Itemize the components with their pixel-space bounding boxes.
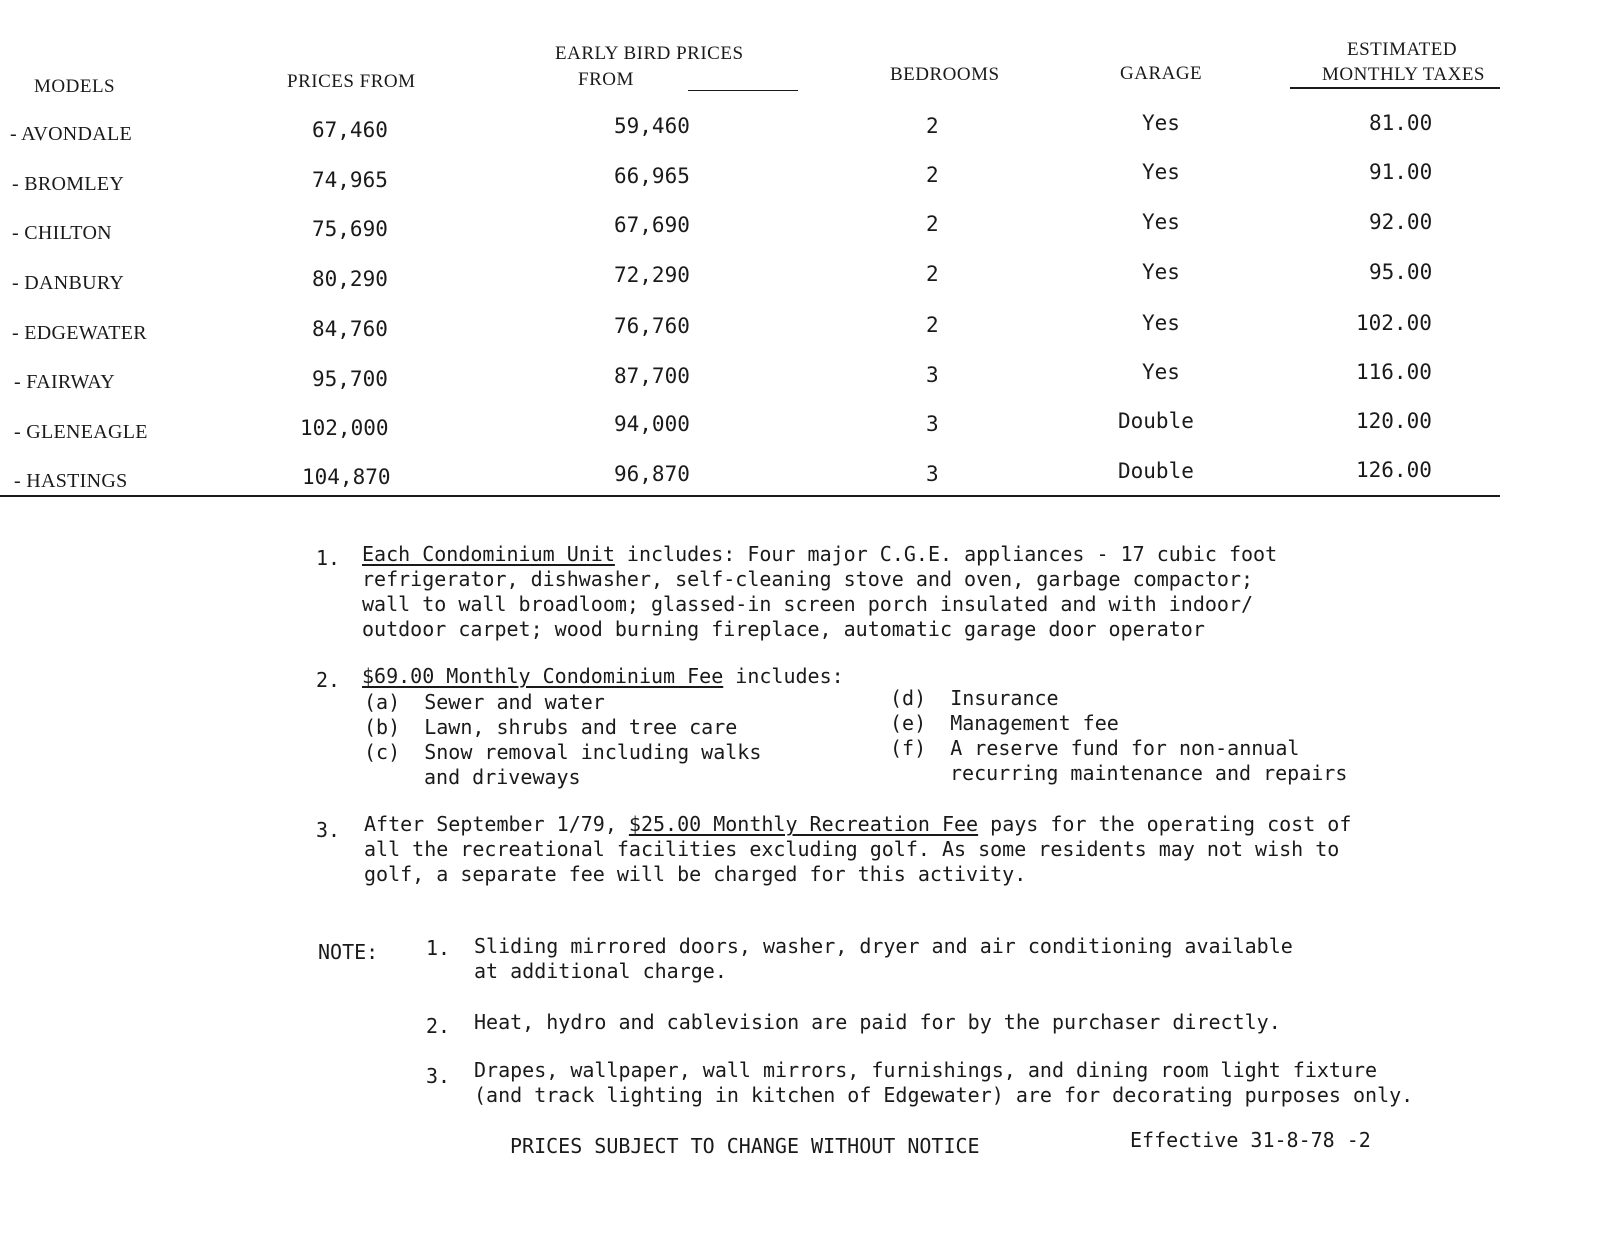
item2-d-label: (d)	[890, 686, 927, 710]
row-price: 95,700	[312, 367, 388, 391]
row-price: 75,690	[312, 217, 388, 241]
item3-line1: pays for the operating cost of	[978, 812, 1352, 836]
row-early-price: 72,290	[614, 263, 690, 287]
item1-line4: outdoor carpet; wood burning fireplace, automatic garage door operator	[362, 617, 1205, 641]
item2-title	[362, 664, 844, 689]
row-bedrooms: 2	[926, 262, 939, 286]
header-early-bird-line2: FROM	[578, 69, 634, 90]
row-taxes: 126.00	[1356, 458, 1432, 482]
item1-block	[362, 542, 1277, 642]
row-taxes: 116.00	[1356, 360, 1432, 384]
row-model: - AVONDALE	[10, 123, 133, 145]
row-bedrooms: 2	[926, 212, 939, 236]
header-rule-right	[1290, 87, 1500, 89]
item2-underlined: $69.00 Monthly Condominium Fee	[362, 664, 724, 688]
row-model: - FAIRWAY	[14, 371, 116, 393]
item2-a-label: (a)	[364, 690, 401, 714]
row-garage: Yes	[1142, 260, 1180, 284]
row-bedrooms: 2	[926, 114, 939, 138]
item2-d-text: Insurance	[950, 686, 1059, 710]
row-garage: Yes	[1142, 311, 1180, 335]
item2-c-text2: and driveways	[424, 765, 581, 789]
note1-line2: at additional charge.	[474, 959, 727, 983]
header-bedrooms: BEDROOMS	[890, 64, 1000, 85]
row-early-price: 87,700	[614, 364, 690, 388]
note1-block	[474, 934, 1293, 984]
note-label: NOTE:	[318, 940, 379, 964]
item2-f-label: (f)	[890, 736, 927, 760]
item1-number: 1.	[316, 546, 341, 570]
item2-b-text: Lawn, shrubs and tree care	[424, 715, 738, 739]
row-taxes: 92.00	[1369, 210, 1433, 234]
row-early-price: 66,965	[614, 164, 690, 188]
row-early-price: 94,000	[614, 412, 690, 436]
header-prices-from: PRICES FROM	[287, 71, 416, 92]
row-early-price: 67,690	[614, 213, 690, 237]
item3-block	[364, 812, 1351, 887]
row-taxes: 102.00	[1356, 311, 1432, 335]
row-taxes: 95.00	[1369, 260, 1433, 284]
item2-e-label: (e)	[890, 711, 927, 735]
row-model: - CHILTON	[12, 222, 112, 244]
row-garage: Yes	[1142, 111, 1180, 135]
item1-line3: wall to wall broadloom; glassed-in screen porch insulated and with indoor/	[362, 592, 1254, 616]
row-model: - DANBURY	[12, 272, 125, 294]
row-garage: Yes	[1142, 360, 1180, 384]
row-bedrooms: 3	[926, 412, 939, 436]
item3-prefix: After September 1/79,	[364, 812, 629, 836]
row-price: 104,870	[302, 465, 391, 489]
row-bedrooms: 2	[926, 163, 939, 187]
item2-list-left	[364, 690, 761, 790]
row-bedrooms: 3	[926, 462, 939, 486]
note3-block	[474, 1058, 1413, 1108]
row-taxes: 81.00	[1369, 111, 1433, 135]
item2-e-text: Management fee	[950, 711, 1119, 735]
row-bedrooms: 2	[926, 313, 939, 337]
item2-c-label: (c)	[364, 740, 401, 764]
note1-line1: Sliding mirrored doors, washer, dryer and air conditioning available	[474, 934, 1293, 958]
row-garage: Yes	[1142, 210, 1180, 234]
footer-effective: Effective 31-8-78 -2	[1130, 1128, 1371, 1152]
note3-line2: (and track lighting in kitchen of Edgewater) are for decorating purposes only.	[474, 1083, 1414, 1107]
row-early-price: 76,760	[614, 314, 690, 338]
item3-underlined: $25.00 Monthly Recreation Fee	[628, 812, 979, 836]
row-price: 80,290	[312, 267, 388, 291]
row-bedrooms: 3	[926, 363, 939, 387]
header-taxes-line1: ESTIMATED	[1347, 39, 1458, 60]
row-taxes: 120.00	[1356, 409, 1432, 433]
note2-line1: Heat, hydro and cablevision are paid for by the purchaser directly.	[474, 1010, 1281, 1034]
item2-list-right	[890, 686, 1347, 786]
row-taxes: 91.00	[1369, 160, 1433, 184]
header-garage: GARAGE	[1120, 63, 1203, 84]
header-rule-short	[688, 90, 798, 91]
item1-line1: includes: Four major C.G.E. appliances - 17 cubic foot	[614, 542, 1278, 566]
footer-disclaimer: PRICES SUBJECT TO CHANGE WITHOUT NOTICE	[510, 1134, 980, 1158]
item2-b-label: (b)	[364, 715, 401, 739]
table-bottom-rule	[0, 495, 1500, 497]
row-price: 74,965	[312, 168, 388, 192]
item2-number: 2.	[316, 668, 341, 692]
row-model: - GLENEAGLE	[14, 421, 148, 443]
row-garage: Double	[1118, 409, 1194, 433]
row-model: - BROMLEY	[12, 173, 125, 195]
row-garage: Double	[1118, 459, 1194, 483]
item3-line2: all the recreational facilities excluding golf. As some residents may not wish to	[364, 837, 1340, 861]
note3-line1: Drapes, wallpaper, wall mirrors, furnishings, and dining room light fixture	[474, 1058, 1378, 1082]
header-models: MODELS	[34, 76, 116, 97]
item2-f-text: A reserve fund for non-annual	[950, 736, 1300, 760]
header-taxes-line2: MONTHLY TAXES	[1322, 64, 1485, 85]
item3-number: 3.	[316, 818, 341, 842]
item2-a-text: Sewer and water	[424, 690, 605, 714]
row-price: 102,000	[300, 416, 389, 440]
row-early-price: 96,870	[614, 462, 690, 486]
item1-underlined: Each Condominium Unit	[362, 542, 615, 566]
item2-c-text: Snow removal including walks	[424, 740, 762, 764]
row-price: 84,760	[312, 317, 388, 341]
item2-rest: includes:	[723, 664, 844, 688]
item1-line2: refrigerator, dishwasher, self-cleaning stove and oven, garbage compactor;	[362, 567, 1254, 591]
row-garage: Yes	[1142, 160, 1180, 184]
note2-number: 2.	[426, 1014, 451, 1038]
row-price: 67,460	[312, 118, 388, 142]
row-early-price: 59,460	[614, 114, 690, 138]
item2-f-text2: recurring maintenance and repairs	[950, 761, 1348, 785]
header-early-bird-line1: EARLY BIRD PRICES	[555, 43, 744, 64]
note3-number: 3.	[426, 1064, 451, 1088]
note1-number: 1.	[426, 936, 451, 960]
item3-line3: golf, a separate fee will be charged for this activity.	[364, 862, 1027, 886]
row-model: - EDGEWATER	[12, 322, 147, 344]
row-model: - HASTINGS	[14, 470, 128, 492]
